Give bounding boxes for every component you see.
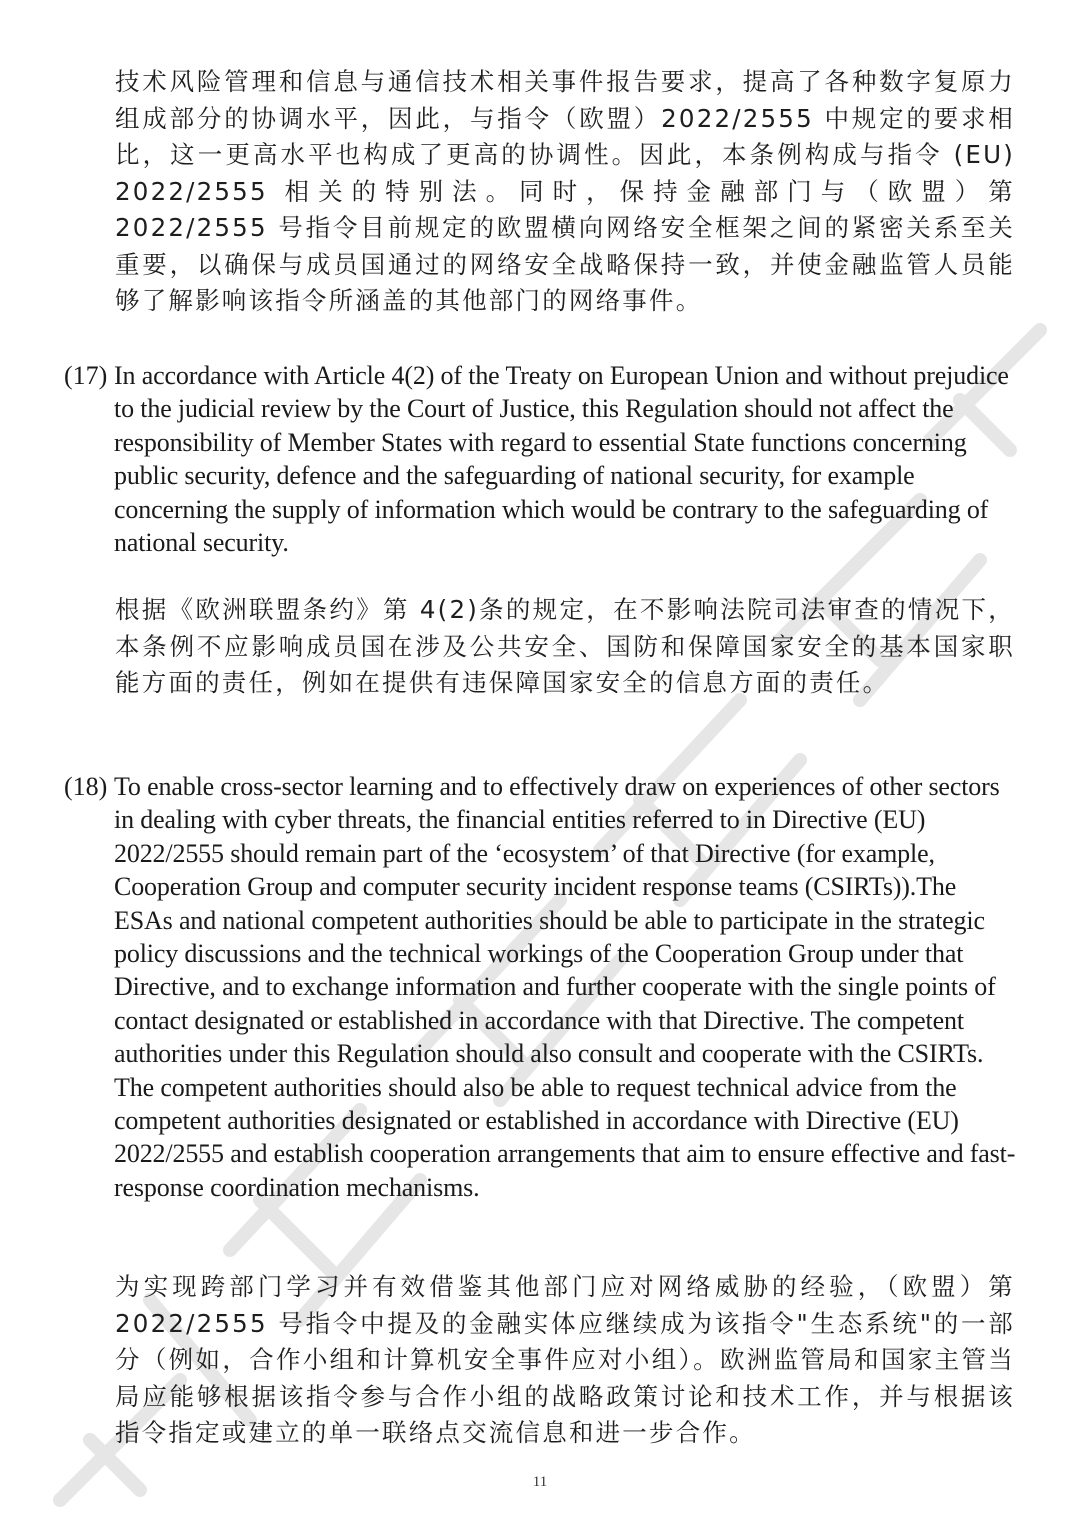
recital-18-number: (18) xyxy=(64,772,108,801)
recital-17-chinese-text: 根据《欧洲联盟条约》第 4(2)条的规定，在不影响法院司法审查的情况下，本条例不应影响成员国在涉及公共安全、国防和保障国家安全的基本国家职能方面的责任，例如在提供有违保障国家安全的信息方面的责任。 xyxy=(115,595,1015,697)
recital-18-chinese-text: 为实现跨部门学习并有效借鉴其他部门应对网络威胁的经验，（欧盟）第 2022/2555 号指令中提及的金融实体应继续成为该指令"生态系统"的一部分（例如，合作小组和计算机安全事件应对小组）。欧洲监管局和国家主管当局应能够根据该指令参与合作小组的战略政策讨论和技术工作，并与根据该指令指定或建立的单一联络点交流信息和进一步合作。 xyxy=(115,1272,1015,1447)
recital-16-chinese-text: 技术风险管理和信息与通信技术相关事件报告要求，提高了各种数字复原力组成部分的协调水平，因此，与指令（欧盟）2022/2555 中规定的要求相比，这一更高水平也构成了更高的协调性。因此，本条例构成与指令 (EU) 2022/2555 相关的特别法。同时，保持金融部门与（欧盟）第 2022/2555 号指令目前规定的欧盟横向网络安全框架之间的紧密关系至关重要，以确保与成员国通过的网络安全战略保持一致，并使金融监管人员能够了解影响该指令所涵盖的其他部门的网络事件。 xyxy=(115,67,1015,315)
recital-18-english-text: To enable cross-sector learning and to effectively draw on experiences of other sectors in dealing with cyber threats, the financial entities referred to in Directive (EU) 2022/2555 should remain part of the ‘ecosystem’ of that Directive (for example, Cooperation Group and computer security incident response teams (CSIRTs)).The ESAs and national competent authorities should be able to participate in the strategic policy discussions and the technical workings of the Cooperation Group under that Directive, and to exchange information and further cooperate with the single points of contact designated or established in accordance with that Directive. The competent authorities under this Regulation should also consult and cooperate with the CSIRTs. The competent authorities should also be able to request technical advice from the competent authorities designated or established in accordance with Directive (EU) 2022/2555 and establish cooperation arrangements that aim to ensure effective and fast-response coordination mechanisms. xyxy=(114,772,1016,1202)
page-number: 11 xyxy=(532,1474,548,1490)
recital-17-english-text: In accordance with Article 4(2) of the Treaty on European Union and without prejudice to the judicial review by the Court of Justice, this Regulation should not affect the responsibility of Member States with regard to essential State functions concerning public security, defence and the safeguarding of national security, for example concerning the supply of information which would be contrary to the safeguarding of national security. xyxy=(114,361,1009,558)
recital-17-number: (17) xyxy=(64,361,108,390)
